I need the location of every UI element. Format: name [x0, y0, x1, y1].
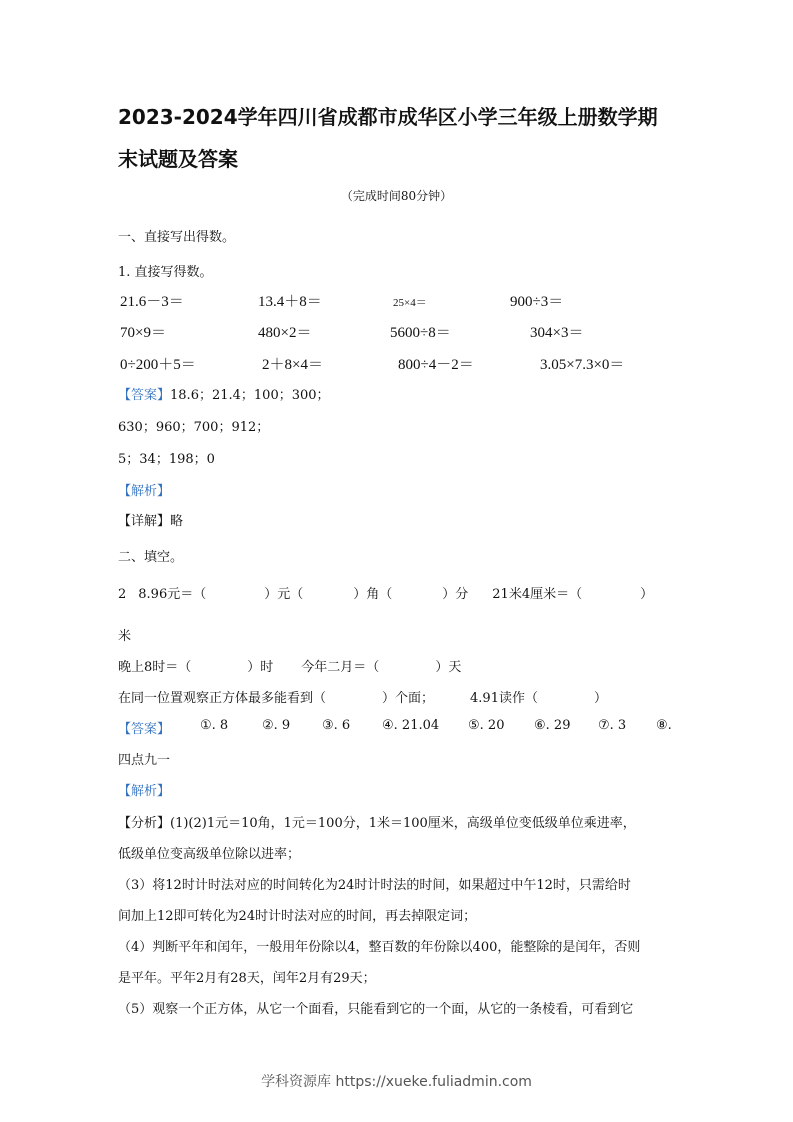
answer-item: ①. 8: [200, 718, 229, 733]
analysis-paragraph: 【分析】(1)(2)1元＝10角，1元＝100分，1米＝100厘米，高级单位变低级单位乘进率，: [118, 816, 636, 831]
q2-text: ）: [640, 587, 654, 602]
arith-cell: 900÷3＝: [510, 294, 564, 310]
answer-line-2: 630；960；700；912；: [118, 420, 270, 435]
document-title-line1: 2023-2024学年四川省成都市成华区小学三年级上册数学期: [118, 105, 658, 129]
answer-item: ⑤. 20: [468, 718, 505, 733]
answer-line-3: 5；34；198；0: [118, 452, 215, 467]
watermark-footer: 学科资源库 https://xueke.fuliadmin.com: [261, 1074, 532, 1090]
answer-label: 【答案】: [118, 388, 171, 403]
answer-item: ④. 21.04: [382, 718, 440, 733]
q2-text: ）时: [247, 660, 274, 675]
question-number: 2: [118, 587, 127, 602]
section1-heading: 一、直接写出得数。: [118, 230, 236, 245]
analysis-paragraph: 低级单位变高级单位除以进率；: [118, 847, 301, 862]
arith-cell: 13.4＋8＝: [258, 294, 322, 310]
detail-line: 【详解】略: [118, 514, 184, 529]
arith-cell: 21.6－3＝: [120, 294, 184, 310]
arith-cell: 800÷4－2＝: [398, 357, 474, 373]
arith-cell: 480×2＝: [258, 325, 312, 341]
arith-cell: 304×3＝: [530, 325, 584, 341]
answer-continuation: 四点九一: [118, 753, 171, 768]
q2-text: 今年二月＝（: [301, 660, 380, 675]
answer-label: 【答案】: [118, 722, 171, 737]
answer-item: ⑥. 29: [534, 718, 571, 733]
question2-line2: [118, 656, 461, 675]
q2-text: 晚上8时＝（: [118, 660, 192, 675]
question2-line3: [118, 687, 607, 706]
arith-cell: 5600÷8＝: [390, 325, 451, 341]
analysis-paragraph: （4）判断平年和闰年，一般用年份除以4，整百数的年份除以400，能整除的是闰年，否则: [118, 940, 641, 955]
analysis-paragraph: （5）观察一个正方体，从它一个面看，只能看到它的一个面，从它的一条棱看，可看到它: [118, 1002, 634, 1017]
analysis-paragraph: 是平年。平年2月有28天，闰年2月有29天；: [118, 971, 376, 986]
exam-time-note: （完成时间80分钟）: [340, 189, 453, 203]
arith-cell: 25×4＝: [393, 297, 427, 309]
question2-continuation: 米: [118, 629, 132, 644]
q2-text: ）个面；: [382, 691, 435, 706]
question2-line1: [118, 583, 678, 602]
analysis-paragraph: 间加上12即可转化为24时计时法对应的时间，再去掉限定词；: [118, 909, 477, 924]
q2-text: 4.91读作（: [470, 691, 538, 706]
arith-cell: 2＋8×4＝: [262, 357, 323, 373]
section2-heading: 二、填空。: [118, 550, 184, 565]
answer-item: ②. 9: [262, 718, 291, 733]
question1-label: 1. 直接写得数。: [118, 265, 213, 280]
answer-line: [118, 718, 680, 737]
analysis-paragraph: （3）将12时计时法对应的时间转化为24时计时法的时间，如果超过中午12时，只需给时: [118, 878, 631, 893]
arith-cell: 3.05×7.3×0＝: [540, 357, 625, 373]
q2-text: 21米4厘米＝（: [492, 587, 583, 602]
answer-item: ⑦. 3: [598, 718, 627, 733]
answer-item: ③. 6: [322, 718, 351, 733]
answer-line: [118, 384, 330, 403]
q2-text: 在同一位置观察正方体最多能看到（: [118, 691, 327, 706]
analysis-label: 【解析】: [118, 484, 171, 499]
arith-cell: 70×9＝: [120, 325, 166, 341]
q2-text: ）元（: [264, 587, 304, 602]
q2-text: ）分: [442, 587, 469, 602]
q2-text: ）角（: [353, 587, 393, 602]
q2-text: ）天: [435, 660, 462, 675]
document-title-line2: 末试题及答案: [118, 147, 238, 171]
answer-item: ⑧.: [656, 718, 672, 733]
arith-cell: 0÷200＋5＝: [120, 357, 196, 373]
q2-text: 8.96元＝（: [138, 587, 207, 602]
q2-text: ）: [593, 691, 607, 706]
answer-text: 18.6；21.4；100；300；: [170, 388, 330, 403]
analysis-label: 【解析】: [118, 784, 171, 799]
